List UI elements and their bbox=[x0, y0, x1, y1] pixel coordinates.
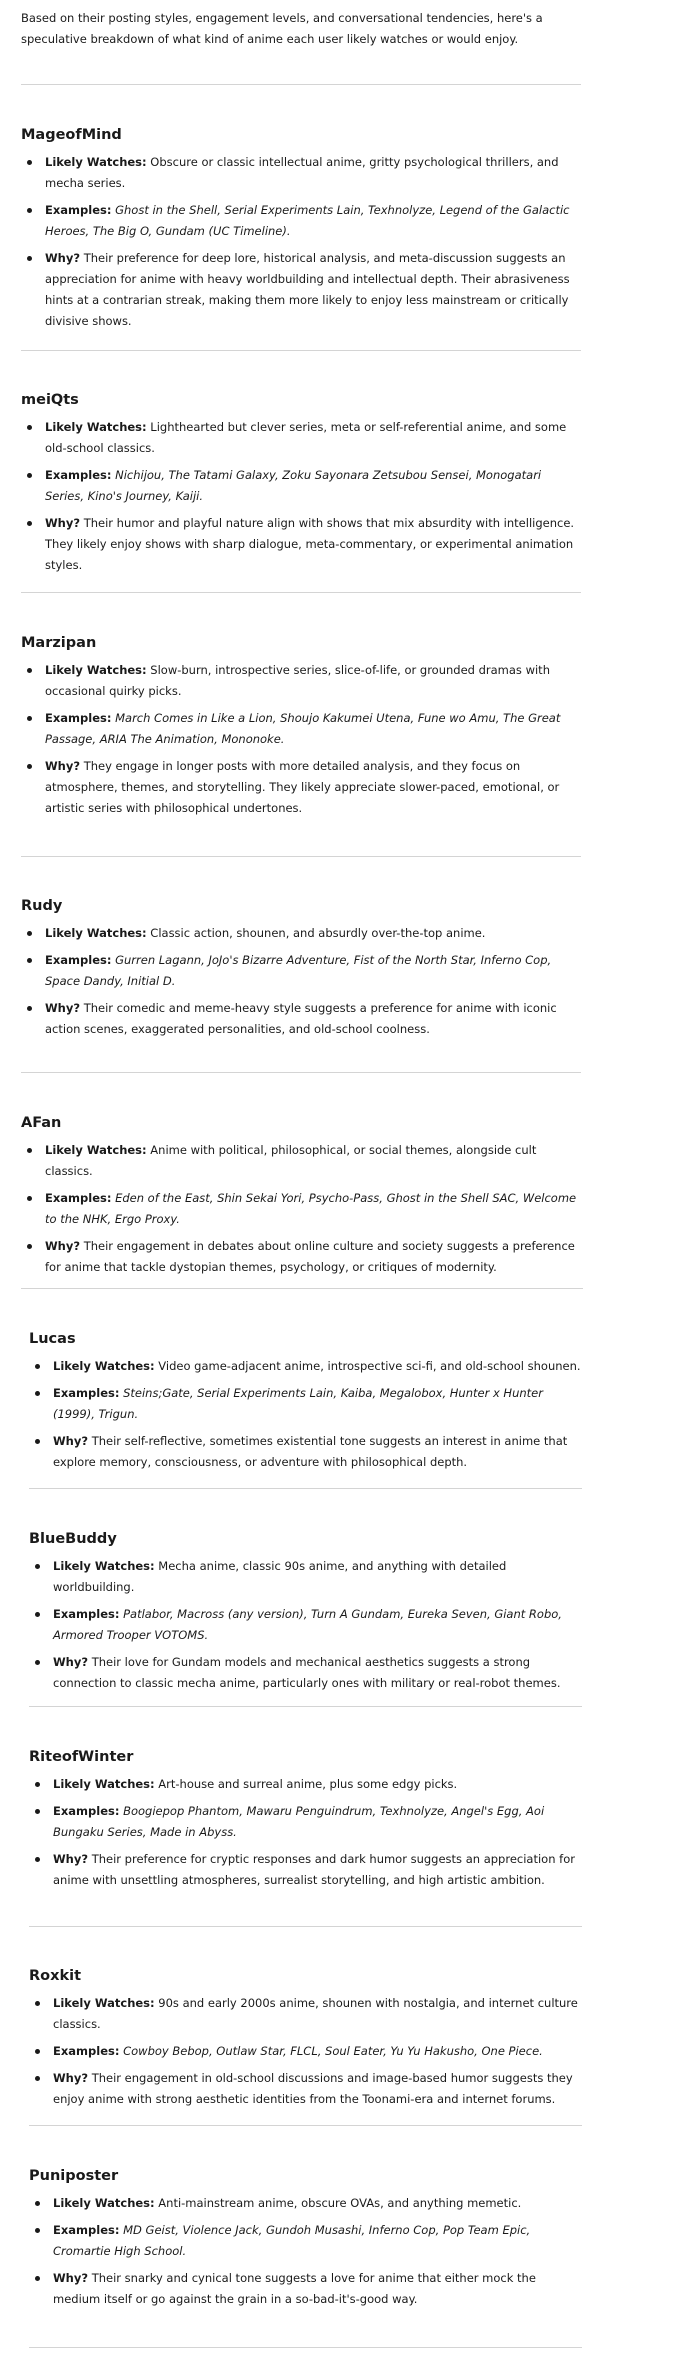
user-points bbox=[29, 1774, 582, 1891]
likely-text: Art-house and surreal anime, plus some edgy picks. bbox=[158, 1777, 458, 1791]
user-points bbox=[29, 1356, 582, 1473]
section-divider bbox=[21, 1288, 583, 1289]
likely-label: Likely Watches: bbox=[45, 926, 147, 940]
user-points bbox=[21, 152, 581, 332]
why-label: Why? bbox=[45, 251, 81, 265]
examples-text: Ghost in the Shell, Serial Experiments Lain, Texhnolyze, Legend of the Galactic Heroes, The Big O, Gundam (UC Timeline). bbox=[45, 203, 570, 238]
section-divider bbox=[29, 1926, 582, 1927]
user-name: Marzipan bbox=[21, 635, 97, 651]
why-label: Why? bbox=[53, 1655, 89, 1669]
why-text: Their engagement in old-school discussions and image-based humor suggests they enjoy anime with strong aesthetic identities from the Toonami-era and internet forums. bbox=[53, 2071, 573, 2106]
why-text: Their humor and playful nature align with shows that mix absurdity with intelligence. They likely enjoy shows with sharp dialogue, meta-commentary, or experimental animation styles. bbox=[45, 516, 575, 572]
likely-watches-item bbox=[29, 1356, 582, 1377]
likely-watches-item bbox=[29, 1556, 582, 1598]
examples-label: Examples: bbox=[45, 953, 112, 967]
examples-text: March Comes in Like a Lion, Shoujo Kakumei Utena, Fune wo Amu, The Great Passage, ARIA The Animation, Mononoke. bbox=[45, 711, 561, 746]
likely-watches-item bbox=[29, 1993, 582, 2035]
likely-watches-item bbox=[21, 923, 581, 944]
section-divider bbox=[21, 1072, 581, 1073]
examples-item bbox=[29, 2041, 582, 2062]
likely-label: Likely Watches: bbox=[53, 1996, 155, 2010]
section-divider bbox=[21, 592, 581, 593]
section-divider bbox=[29, 1706, 582, 1707]
section-divider bbox=[21, 350, 581, 351]
user-section-rudy bbox=[21, 895, 581, 1046]
user-section-puniposter bbox=[29, 2165, 582, 2316]
likely-watches-item bbox=[21, 1140, 581, 1182]
why-label: Why? bbox=[45, 1239, 81, 1253]
likely-label: Likely Watches: bbox=[53, 2196, 155, 2210]
why-text: Their preference for cryptic responses and dark humor suggests an appreciation for anime with unsettling atmospheres, surrealist storytelling, and high artistic ambition. bbox=[53, 1852, 575, 1887]
likely-watches-item bbox=[29, 1774, 582, 1795]
examples-label: Examples: bbox=[53, 1804, 120, 1818]
likely-watches-item bbox=[29, 2193, 582, 2214]
likely-watches-item bbox=[21, 660, 581, 702]
likely-text: Anime with political, philosophical, or social themes, alongside cult classics. bbox=[45, 1143, 537, 1178]
why-text: They engage in longer posts with more detailed analysis, and they focus on atmosphere, themes, and storytelling. They likely appreciate slower-paced, emotional, or artistic series with philosophical undertones. bbox=[45, 759, 560, 815]
examples-item bbox=[29, 1383, 582, 1425]
user-name: MageofMind bbox=[21, 127, 122, 143]
examples-item bbox=[29, 2220, 582, 2262]
examples-label: Examples: bbox=[45, 468, 112, 482]
likely-text: Lighthearted but clever series, meta or self-referential anime, and some old-school classics. bbox=[45, 420, 567, 455]
examples-label: Examples: bbox=[53, 1386, 120, 1400]
likely-text: Classic action, shounen, and absurdly over-the-top anime. bbox=[150, 926, 486, 940]
examples-text: Nichijou, The Tatami Galaxy, Zoku Sayonara Zetsubou Sensei, Monogatari Series, Kino's Journey, Kaiji. bbox=[45, 468, 542, 503]
examples-label: Examples: bbox=[45, 203, 112, 217]
user-points bbox=[21, 1140, 581, 1278]
why-text: Their preference for deep lore, historical analysis, and meta-discussion suggests an appreciation for anime with heavy worldbuilding and intellectual depth. Their abrasiveness hints at a contrarian streak, making them more likely to enjoy less mainstream or critically divisive shows. bbox=[45, 251, 570, 328]
examples-item bbox=[21, 465, 581, 507]
user-points bbox=[29, 1993, 582, 2110]
examples-label: Examples: bbox=[53, 1607, 120, 1621]
why-label: Why? bbox=[53, 1434, 89, 1448]
examples-text: Patlabor, Macross (any version), Turn A Gundam, Eureka Seven, Giant Robo, Armored Trooper VOTOMS. bbox=[53, 1607, 562, 1642]
why-text: Their snarky and cynical tone suggests a love for anime that either mock the medium itself or go against the grain in a so-bad-it's-good way. bbox=[53, 2271, 536, 2306]
section-divider bbox=[21, 856, 581, 857]
examples-item bbox=[21, 1188, 581, 1230]
likely-label: Likely Watches: bbox=[53, 1359, 155, 1373]
section-divider bbox=[29, 1488, 582, 1489]
likely-label: Likely Watches: bbox=[53, 1777, 155, 1791]
examples-text: Eden of the East, Shin Sekai Yori, Psycho-Pass, Ghost in the Shell SAC, Welcome to the NHK, Ergo Proxy. bbox=[45, 1191, 577, 1226]
examples-label: Examples: bbox=[45, 711, 112, 725]
examples-text: Boogiepop Phantom, Mawaru Penguindrum, Texhnolyze, Angel's Egg, Aoi Bungaku Series, Made in Abyss. bbox=[53, 1804, 545, 1839]
likely-watches-item bbox=[21, 152, 581, 194]
examples-item bbox=[21, 708, 581, 750]
user-section-afan bbox=[21, 1112, 581, 1284]
why-text: Their comedic and meme-heavy style suggests a preference for anime with iconic action scenes, exaggerated personalities, and old-school coolness. bbox=[45, 1001, 557, 1036]
user-section-riteofwinter bbox=[29, 1746, 582, 1897]
user-name: BlueBuddy bbox=[29, 1531, 117, 1547]
why-item bbox=[21, 998, 581, 1040]
likely-label: Likely Watches: bbox=[53, 1559, 155, 1573]
why-item bbox=[29, 1431, 582, 1473]
user-points bbox=[21, 417, 581, 576]
why-label: Why? bbox=[45, 759, 81, 773]
likely-watches-item bbox=[21, 417, 581, 459]
likely-label: Likely Watches: bbox=[45, 420, 147, 434]
likely-text: Video game-adjacent anime, introspective sci-fi, and old-school shounen. bbox=[158, 1359, 581, 1373]
user-name: Roxkit bbox=[29, 1968, 82, 1984]
examples-item bbox=[29, 1604, 582, 1646]
user-name: RiteofWinter bbox=[29, 1749, 134, 1765]
user-section-meiqts bbox=[21, 389, 581, 582]
examples-label: Examples: bbox=[45, 1191, 112, 1205]
why-item bbox=[29, 1849, 582, 1891]
why-item bbox=[29, 1652, 582, 1694]
likely-text: Anti-mainstream anime, obscure OVAs, and anything memetic. bbox=[158, 2196, 522, 2210]
likely-text: Mecha anime, classic 90s anime, and anything with detailed worldbuilding. bbox=[53, 1559, 507, 1594]
intro-paragraph: Based on their posting styles, engagement levels, and conversational tendencies, here's a speculative breakdown of what kind of anime each user likely watches or would enjoy. bbox=[21, 11, 543, 46]
likely-label: Likely Watches: bbox=[45, 155, 147, 169]
likely-text: Slow-burn, introspective series, slice-of-life, or grounded dramas with occasional quirky picks. bbox=[45, 663, 550, 698]
why-text: Their engagement in debates about online culture and society suggests a preference for anime that tackle dystopian themes, psychology, or critiques of modernity. bbox=[45, 1239, 575, 1274]
why-item bbox=[21, 248, 581, 332]
likely-text: 90s and early 2000s anime, shounen with nostalgia, and internet culture classics. bbox=[53, 1996, 578, 2031]
user-points bbox=[21, 660, 581, 819]
examples-item bbox=[21, 950, 581, 992]
user-name: meiQts bbox=[21, 392, 79, 408]
user-name: Rudy bbox=[21, 898, 63, 914]
why-text: Their self-reflective, sometimes existential tone suggests an interest in anime that explore memory, consciousness, or adventure with philosophical depth. bbox=[53, 1434, 568, 1469]
examples-text: Gurren Lagann, JoJo's Bizarre Adventure, Fist of the North Star, Inferno Cop, Space Dandy, Initial D. bbox=[45, 953, 552, 988]
examples-label: Examples: bbox=[53, 2223, 120, 2237]
why-item bbox=[29, 2068, 582, 2110]
user-name: AFan bbox=[21, 1115, 62, 1131]
user-name: Lucas bbox=[29, 1331, 76, 1347]
likely-label: Likely Watches: bbox=[45, 1143, 147, 1157]
why-item bbox=[21, 1236, 581, 1278]
section-divider bbox=[21, 84, 581, 85]
user-name: Puniposter bbox=[29, 2168, 119, 2184]
why-label: Why? bbox=[45, 516, 81, 530]
why-label: Why? bbox=[53, 1852, 89, 1866]
examples-text: Steins;Gate, Serial Experiments Lain, Kaiba, Megalobox, Hunter x Hunter (1999), Trigun. bbox=[53, 1386, 543, 1421]
why-text: Their love for Gundam models and mechanical aesthetics suggests a strong connection to classic mecha anime, particularly ones with military or real-robot themes. bbox=[53, 1655, 561, 1690]
examples-item bbox=[29, 1801, 582, 1843]
why-item bbox=[21, 756, 581, 819]
why-label: Why? bbox=[53, 2071, 89, 2085]
why-label: Why? bbox=[53, 2271, 89, 2285]
examples-text: MD Geist, Violence Jack, Gundoh Musashi, Inferno Cop, Pop Team Epic, Cromartie High School. bbox=[53, 2223, 531, 2258]
likely-label: Likely Watches: bbox=[45, 663, 147, 677]
why-item bbox=[21, 513, 581, 576]
user-section-marzipan bbox=[21, 632, 581, 825]
user-section-lucas bbox=[29, 1328, 582, 1479]
user-section-mageofmind bbox=[21, 124, 581, 338]
user-points bbox=[21, 923, 581, 1040]
examples-text: Cowboy Bebop, Outlaw Star, FLCL, Soul Eater, Yu Yu Hakusho, One Piece. bbox=[123, 2044, 543, 2058]
user-points bbox=[29, 1556, 582, 1694]
section-divider bbox=[29, 2125, 582, 2126]
user-section-roxkit bbox=[29, 1965, 582, 2116]
examples-label: Examples: bbox=[53, 2044, 120, 2058]
likely-text: Obscure or classic intellectual anime, gritty psychological thrillers, and mecha series. bbox=[45, 155, 559, 190]
section-divider bbox=[29, 2347, 582, 2348]
why-label: Why? bbox=[45, 1001, 81, 1015]
why-item bbox=[29, 2268, 582, 2310]
examples-item bbox=[21, 200, 581, 242]
user-points bbox=[29, 2193, 582, 2310]
user-section-bluebuddy bbox=[29, 1528, 582, 1700]
